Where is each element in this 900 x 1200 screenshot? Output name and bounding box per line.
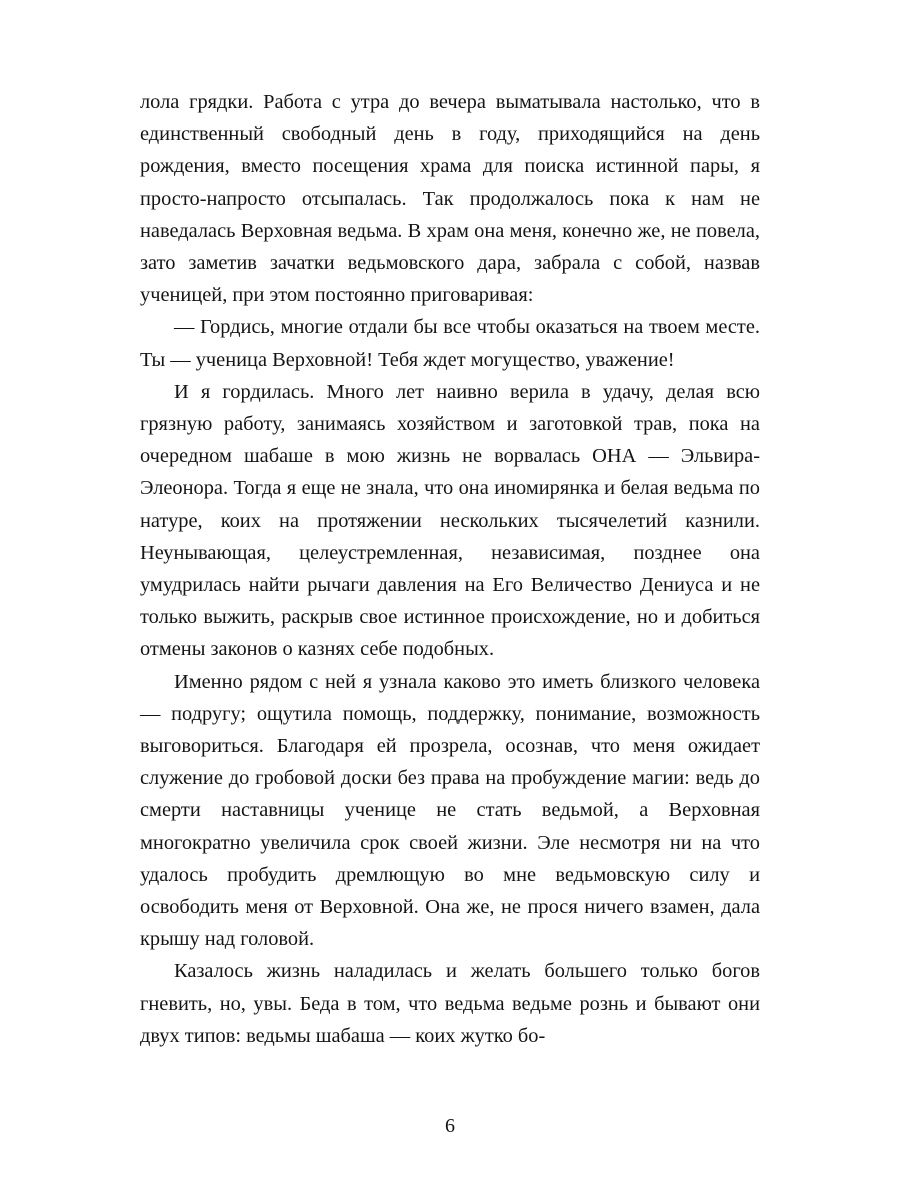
paragraph-dialogue: — Гордись, многие отдали бы все чтобы оказаться на твоем месте. Ты — ученица Верховной! Тебя ждет могущество, уважение! (140, 316, 760, 371)
page-number: 6 (445, 1115, 455, 1137)
paragraph: И я гордилась. Много лет наивно верила в удачу, делая всю грязную работу, занимаясь хозяйством и заготовкой трав, пока на очередном шабаше в мою жизнь не ворвалась ОНА — Эльвира-Элеонора. Тогда я еще не знала, что она иномирянка и белая ведьма по натуре, коих на протяжении нескольких тысячелетий казнили. Неунывающая, целеустремленная, независимая, позднее она умудрилась найти рычаги давления на Его Величество Дениуса и не только выжить, раскрыв свое истинное происхождение, но и добиться отмены законов о казнях себе подобных. (140, 380, 760, 661)
paragraph: Именно рядом с ней я узнала каково это иметь близкого человека — подругу; ощутила помощь, поддержку, понимание, возможность выговориться. Благодаря ей прозрела, осознав, что меня ожидает служение до гробовой доски без права на пробуждение магии: ведь до смерти наставницы ученице не стать ведьмой, а Верховная многократно увеличила срок своей жизни. Эле несмотря ни на что удалось пробудить дремлющую во мне ведьмовскую силу и освободить меня от Верховной. Она же, не прося ничего взамен, дала крышу над головой. (140, 670, 760, 951)
paragraph: Казалось жизнь наладилась и желать большего только богов гневить, но, увы. Беда в том, что ведьма ведьме рознь и бывают они двух типов: ведьмы шабаша — коих жутко бо- (140, 960, 760, 1047)
page-text-block (140, 86, 760, 1052)
paragraph: лола грядки. Работа с утра до вечера выматывала настолько, что в единственный свободный день в году, приходящийся на день рождения, вместо посещения храма для поиска истинной пары, я просто-напросто отсыпалась. Так продолжалось пока к нам не наведалась Верховная ведьма. В храм она меня, конечно же, не повела, зато заметив зачатки ведьмовского дара, забрала с собой, назвав ученицей, при этом постоянно приговаривая: (140, 91, 760, 307)
